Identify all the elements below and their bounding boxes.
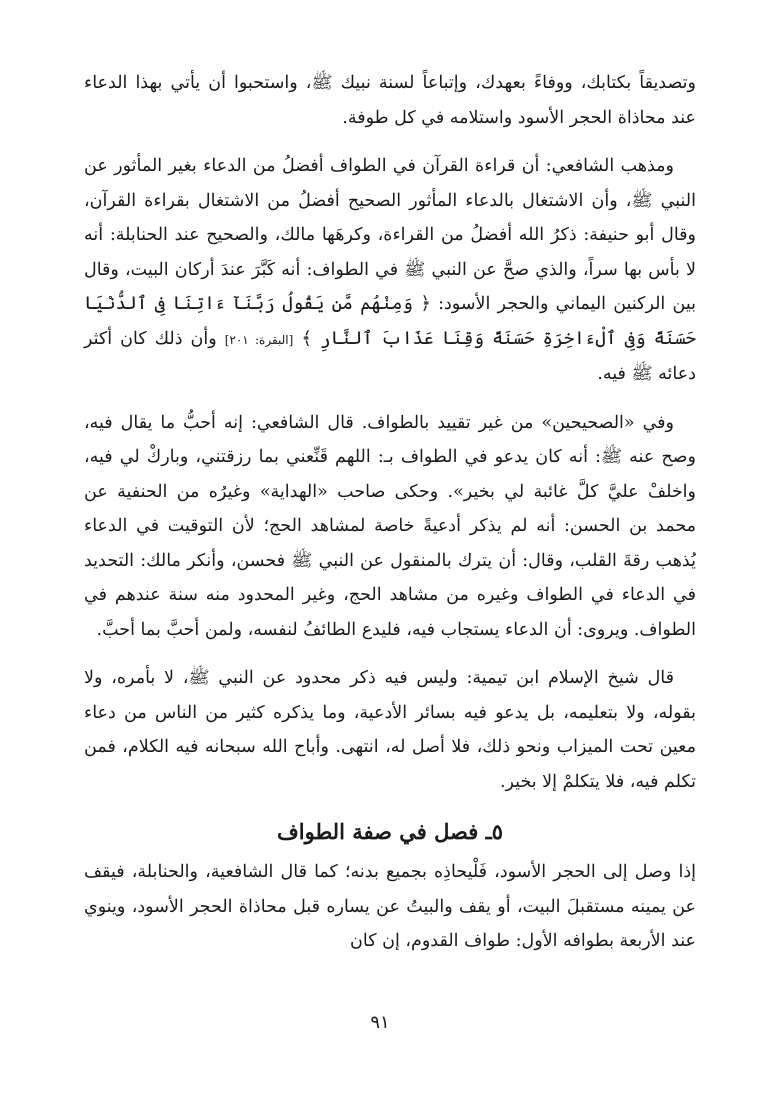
paragraph-1: وتصديقاً بكتابك، ووفاءً بعهدك، وإتباعاً لسنة نبيك ﷺ، واستحبوا أن يأتي بهذا الدعاء عند محاذاة الحجر الأسود واستلامه في كل طوفة. (84, 73, 696, 128)
page-number: ٩١ (370, 1012, 390, 1033)
paragraph-2-text: ومذهب الشافعي: أن قراءة القرآن في الطواف أفضلُ من الدعاء بغير المأثور عن النبي ﷺ، وأن الاشتغال بالدعاء المأثور الصحيح أفضلُ من الاشتغال بقراءة القرآن، وقال أبو حنيفة: ذكرُ الله أفضلُ من القراءة، وكرهَها مالك، والصحيح عند الحنابلة: أنه لا بأس بها سراً، والذي صحَّ عن النبي ﷺ في الطواف: أنه كَبَّرَ عندَ أركان البيت، وقال بين الركنين اليماني والحجر الأسود: (84, 156, 697, 314)
section-heading: ٥ـ فصل في صفة الطواف (277, 819, 503, 844)
paragraph-3: وفي «الصحيحين» من غير تقييد بالطواف. قال الشافعي: إنه أحبُّ ما يقال فيه، وصح عنه ﷺ: أنه كان يدعو في الطواف بـ: اللهم قَنِّعني بما رزقتني، وباركْ لي فيه، واخلفْ عليَّ كلَّ غائبة لي بخير». وحكى صاحب «الهداية» وغيرُه من الحنفية عن محمد بن الحسن: أنه لم يذكر أدعيةً خاصة لمشاهد الحج؛ لأن التوقيت في الدعاء يُذهب رقةَ القلب، وقال: أن يترك بالمنقول عن النبي ﷺ فحسن، وأنكر مالك: التحديد في الدعاء في الطواف وغيره من مشاهد الحج، وغير المحدود منه سنة عندهم في الطواف. ويروى: أن الدعاء يستجاب فيه، فليدع الطائفُ لنفسه، ولمن أحبَّ بما أحبَّ. (84, 412, 696, 640)
section-paragraph: إذا وصل إلى الحجر الأسود، فَلْيحاذِه بجميع بدنه؛ كما قال الشافعية، والحنابلة، فيقف عن يمينه مستقبلَ البيت، أو يقف والبيتُ عن يساره قبل محاذاة الحجر الأسود، وينوي عند الأربعة بطوافه الأول: طواف القدوم، إن كان (84, 862, 696, 951)
paragraph-2 (84, 149, 696, 392)
quran-verse: ﴿ وَمِنْهُم مَّن يَقُولُ رَبَّنَآ ءَاتِنَا فِى ٱلدُّنْيَا حَسَنَةً وَفِى ٱلْءَاخِرَةِ حَسَنَةً وَقِنَا عَذَابَ ٱلنَّارِ ﴾ (84, 293, 696, 349)
page-body (84, 66, 696, 973)
paragraph-4: قال شيخ الإسلام ابن تيمية: وليس فيه ذكر محدود عن النبي ﷺ، لا بأمره، ولا بقوله، ولا بتعليمه، بل يدعو فيه بسائر الأدعية، وما يذكره كثير من الناس من دعاء معين تحت الميزاب ونحو ذلك، فلا أصل له، انتهى. وأباح الله سبحانه فيه الكلام، فمن تكلم فيه، فلا يتكلمْ إلا بخير. (84, 668, 696, 792)
paragraph-2-ending: وأن ذلك كان أكثر دعائه ﷺ فيه. (84, 328, 696, 384)
quran-reference: [البقرة: ٢٠١] (224, 332, 294, 347)
